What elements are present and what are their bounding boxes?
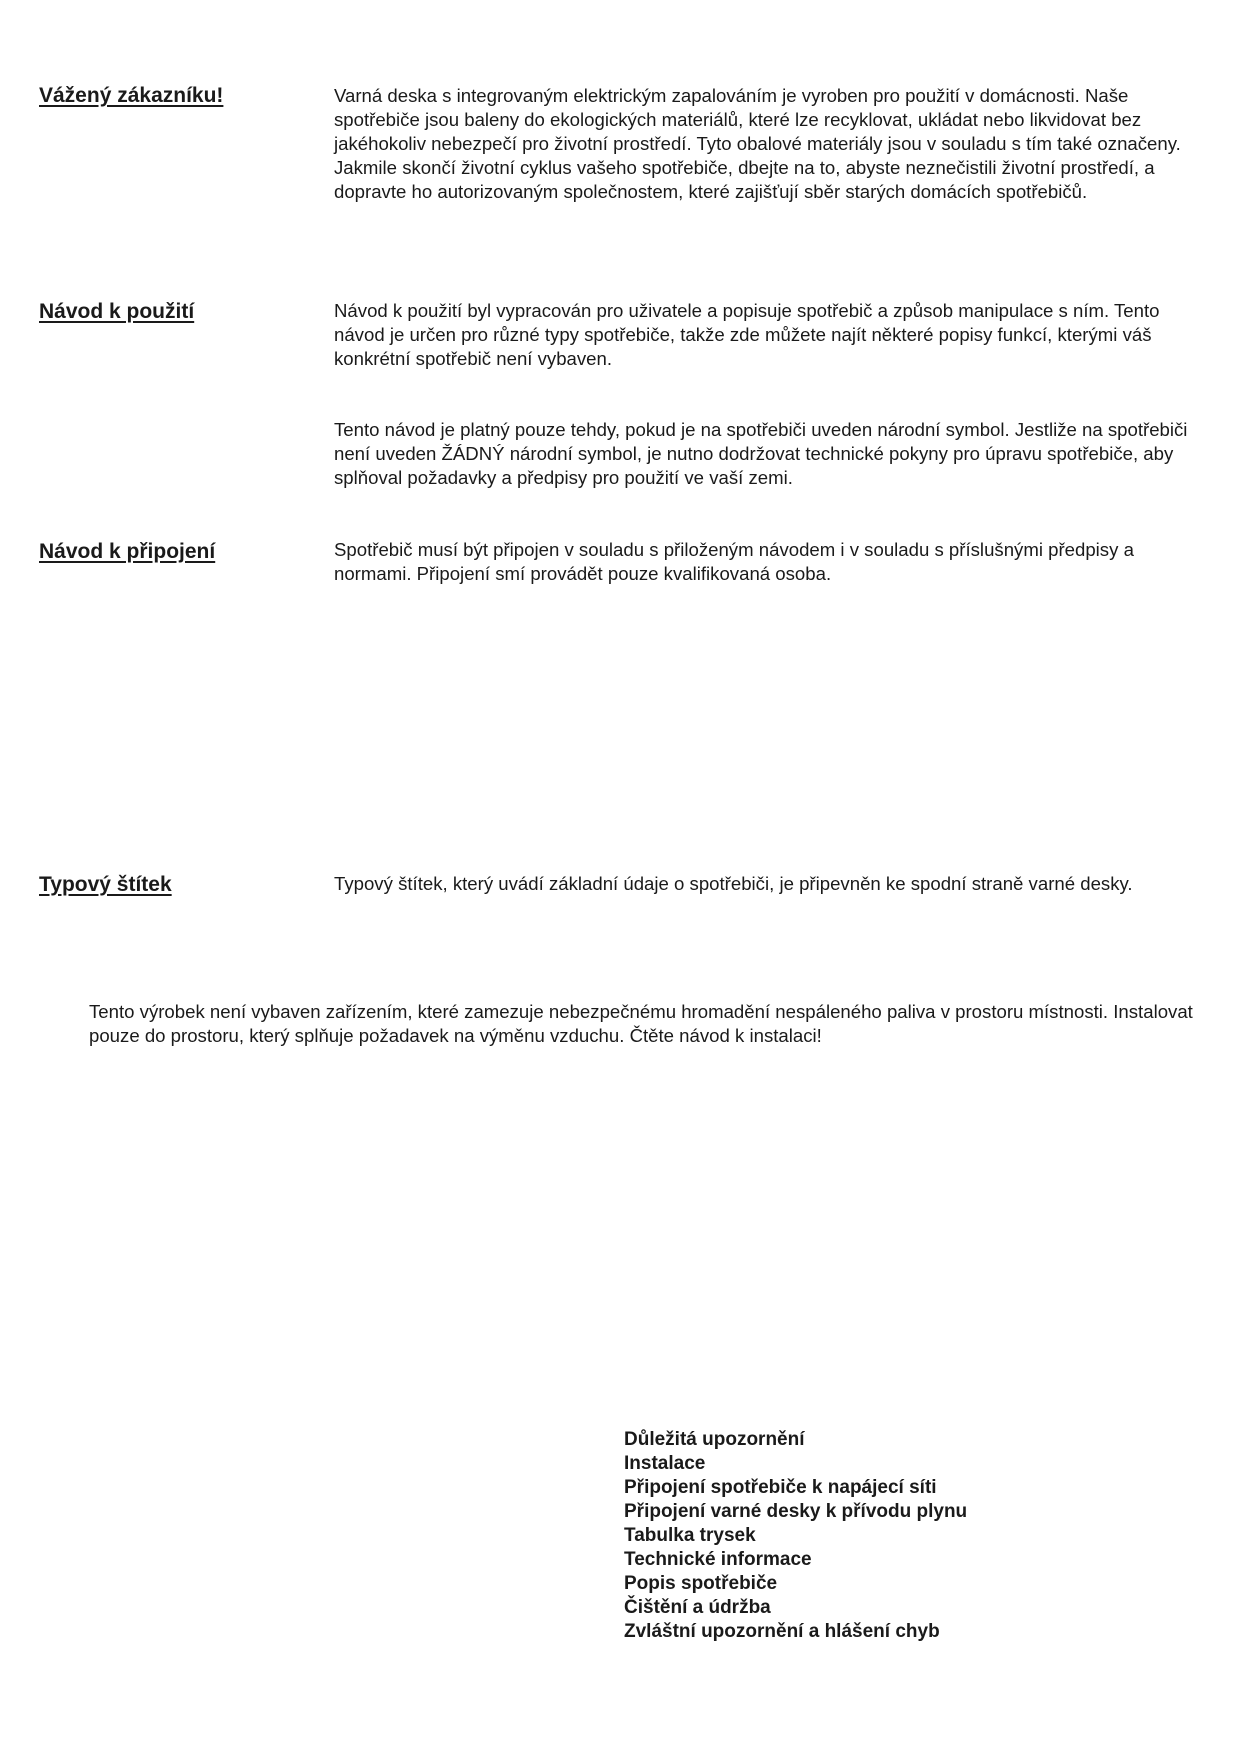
contents-item: Připojení varné desky k přívodu plynu <box>624 1501 968 1522</box>
contents-item: Důležitá upozornění <box>624 1429 805 1450</box>
contents-item: Instalace <box>624 1453 706 1474</box>
paragraph: Varná deska s integrovaným elektrickým zapalováním je vyroben pro použití v domácnosti. Naše spotřebiče jsou baleny do ekologických materiálů, které lze recyklovat, ukládat nebo likvidovat bez jakéhokoliv nebezpečí pro životní prostředí. Tyto obalové materiály jsou v souladu s tím také označeny. <box>334 85 1181 154</box>
contents-list <box>624 1428 967 1644</box>
paragraph: Návod k použití byl vypracován pro uživatele a popisuje spotřebič a způsob manipulace s ním. Tento návod je určen pro různé typy spotřebiče, takže zde můžete najít některé popisy funkcí, kterými váš konkrétní spotřebič není vybaven. <box>334 300 1160 369</box>
heading-connection-instructions: Návod k připojení <box>39 540 216 563</box>
paragraph: Typový štítek, který uvádí základní údaje o spotřebiči, je připevněn ke spodní straně varné desky. <box>334 873 1133 894</box>
section-dear-customer-text <box>334 84 1214 204</box>
contents-item: Tabulka trysek <box>624 1525 756 1546</box>
section-connection-instructions-text <box>334 538 1214 586</box>
section-rating-plate-text <box>334 872 1214 896</box>
contents-item: Zvláštní upozornění a hlášení chyb <box>624 1621 940 1642</box>
section-instructions-validity-text <box>334 418 1214 490</box>
contents-item: Připojení spotřebiče k napájecí síti <box>624 1477 937 1498</box>
paragraph: Jakmile skončí životní cyklus vašeho spotřebiče, dbejte na to, abyste neznečistili životní prostředí, a dopravte ho autorizovaným společnostem, které zajišťují sběr starých domácích spotřebičů. <box>334 157 1155 202</box>
heading-rating-plate: Typový štítek <box>39 873 172 896</box>
paragraph: Tento návod je platný pouze tehdy, pokud je na spotřebiči uveden národní symbol. Jestliže na spotřebiči není uveden ŽÁDNÝ národní symbol, je nutno dodržovat technické pokyny pro úpravu spotřebiče, aby splňoval požadavky a předpisy pro použití ve vaší zemi. <box>334 419 1188 488</box>
heading-dear-customer: Vážený zákazníku! <box>39 84 224 107</box>
heading-instructions-for-use: Návod k použití <box>39 300 195 323</box>
safety-notice: Tento výrobek není vybaven zařízením, které zamezuje nebezpečnému hromadění nespáleného paliva v prostoru místnosti. Instalovat pouze do prostoru, který splňuje požadavek na výměnu vzduchu. Čtěte návod k instalaci! <box>89 1001 1193 1046</box>
contents-item: Technické informace <box>624 1549 812 1570</box>
contents-item: Popis spotřebiče <box>624 1573 778 1594</box>
section-instructions-for-use-text <box>334 299 1214 371</box>
paragraph: Spotřebič musí být připojen v souladu s přiloženým návodem i v souladu s příslušnými předpisy a normami. Připojení smí provádět pouze kvalifikovaná osoba. <box>334 539 1134 584</box>
contents-item: Čištění a údržba <box>624 1597 771 1618</box>
